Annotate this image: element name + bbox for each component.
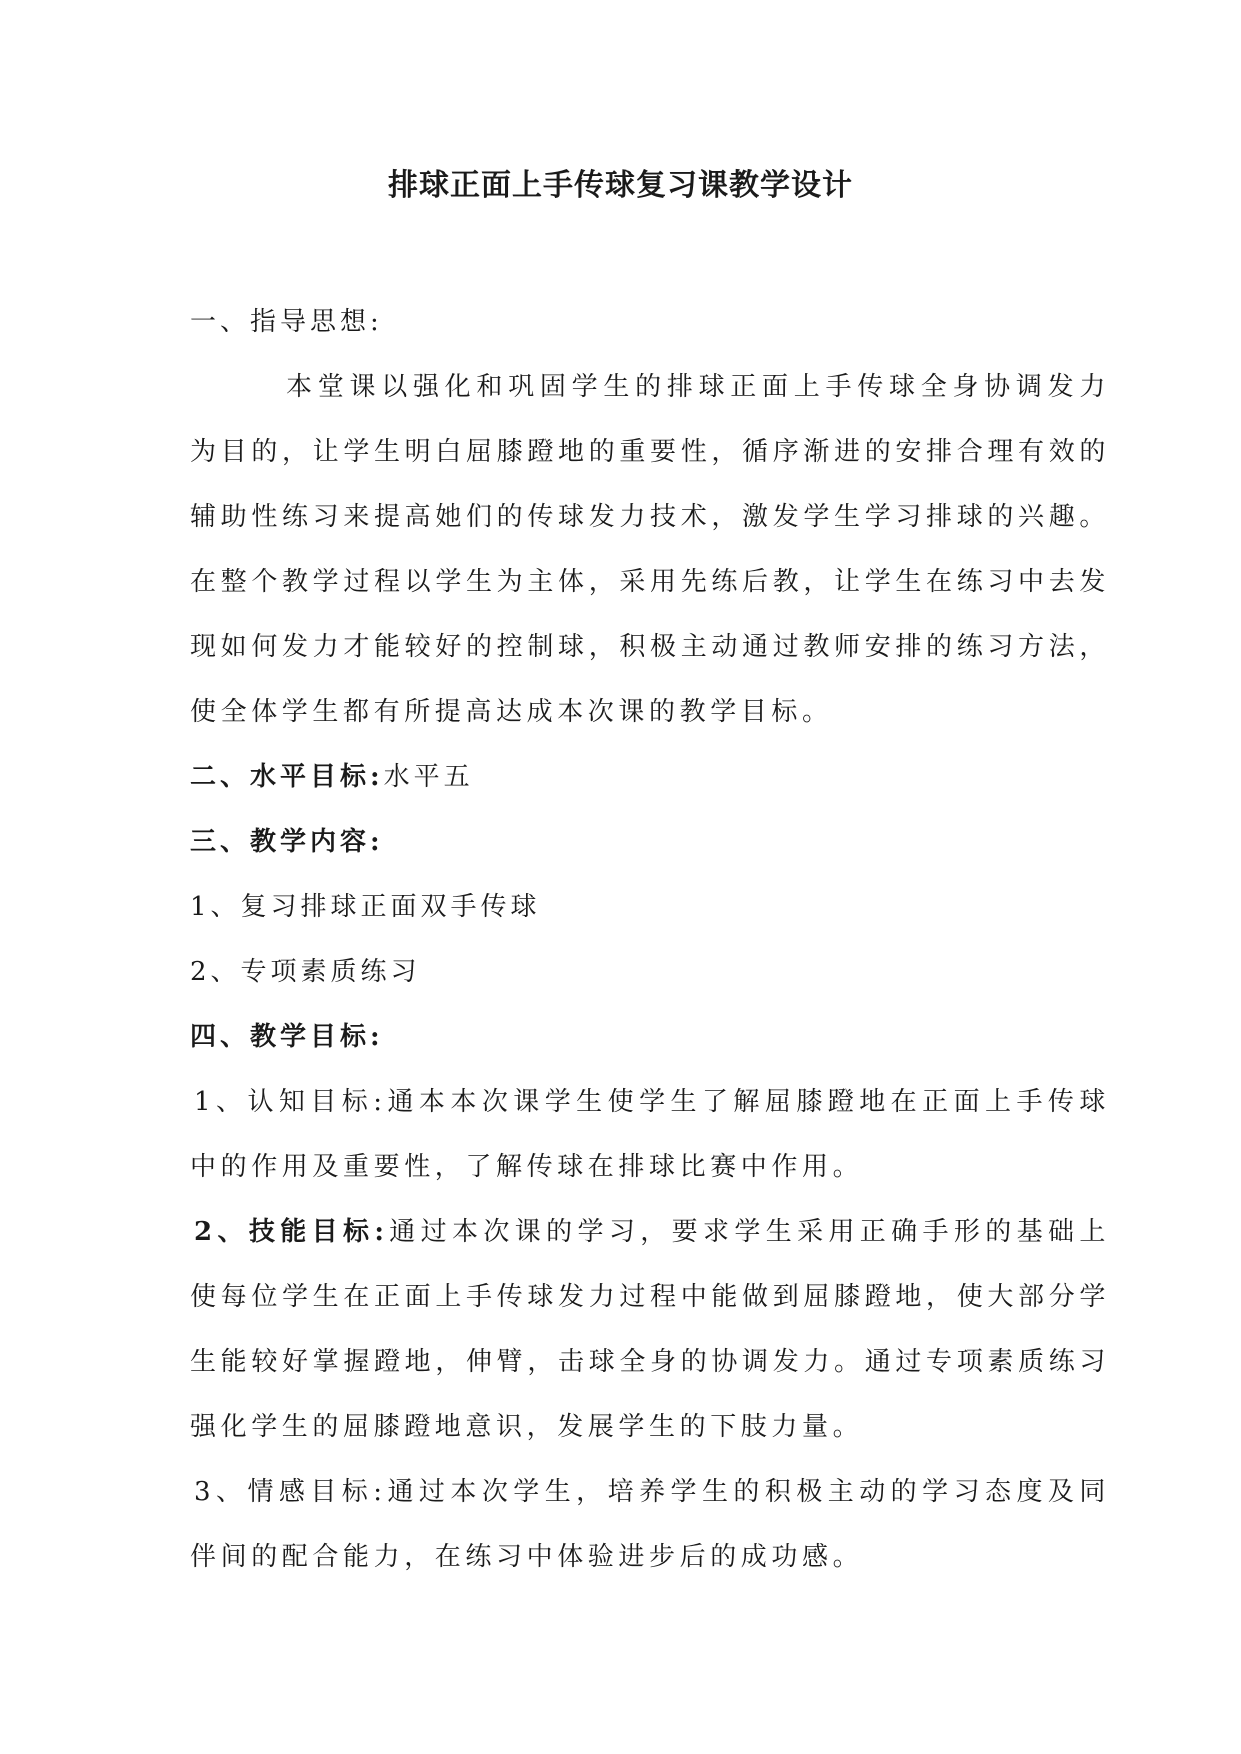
guiding-ideology-paragraph: 本堂课以强化和巩固学生的排球正面上手传球全身协调发力为目的，让学生明白屈膝蹬地的重要性，循序渐进的安排合理有效的辅助性练习来提高她们的传球发力技术，激发学生学习排球的兴趣。在整个教学过程以学生为主体，采用先练后教，让学生在练习中去发现如何发力才能较好的控制球，积极主动通过教师安排的练习方法，使全体学生都有所提高达成本次课的教学目标。 (190, 372, 1110, 727)
item-number: 2 (190, 957, 211, 987)
item-text: 、专项素质练习 (210, 957, 421, 987)
goal-label: 、技能目标: (216, 1217, 389, 1247)
section-heading-teaching-goals: 四、教学目标: (190, 1022, 384, 1052)
item-text: 、复习排球正面双手传球 (210, 892, 541, 922)
goal-number: 3 (194, 1477, 216, 1507)
goal-label: 、情感目标: (215, 1477, 387, 1507)
goal-text: 通过本次课的学习，要求学生采用正确手形的基础上使每位学生在正面上手传球发力过程中能做到屈膝蹬地，使大部分学生能较好掌握蹬地，伸臂，击球全身的协调发力。通过专项素质练习强化学生的屈膝蹬地意识，发展学生的下肢力量。 (190, 1217, 1110, 1442)
document-title: 排球正面上手传球复习课教学设计 (388, 168, 853, 203)
section-heading-guiding-ideology: 一、指导思想: (190, 307, 383, 337)
goal-number: 2 (194, 1217, 217, 1247)
goal-text: 通本本次课学生使学生了解屈膝蹬地在正面上手传球中的作用及重要性，了解传球在排球比赛中作用。 (190, 1087, 1110, 1182)
goal-label: 、认知目标: (215, 1087, 387, 1117)
level-goal-value: 水平五 (383, 762, 474, 792)
goal-text: 通过本次学生，培养学生的积极主动的学习态度及同伴间的配合能力，在练习中体验进步后的成功感。 (190, 1477, 1110, 1572)
section-heading-level-goal: 二、水平目标: (190, 762, 384, 792)
teaching-goal-affective (190, 1460, 1110, 1590)
item-number: 1 (190, 892, 211, 922)
goal-number: 1 (194, 1087, 216, 1117)
teaching-goal-skill (190, 1200, 1110, 1460)
document-body (190, 290, 1110, 1590)
section-level-goal (190, 745, 1110, 810)
teaching-content-item (190, 875, 1110, 940)
section-heading-teaching-content: 三、教学内容: (190, 827, 384, 857)
teaching-goal-cognitive (190, 1070, 1110, 1200)
teaching-content-item (190, 940, 1110, 1005)
